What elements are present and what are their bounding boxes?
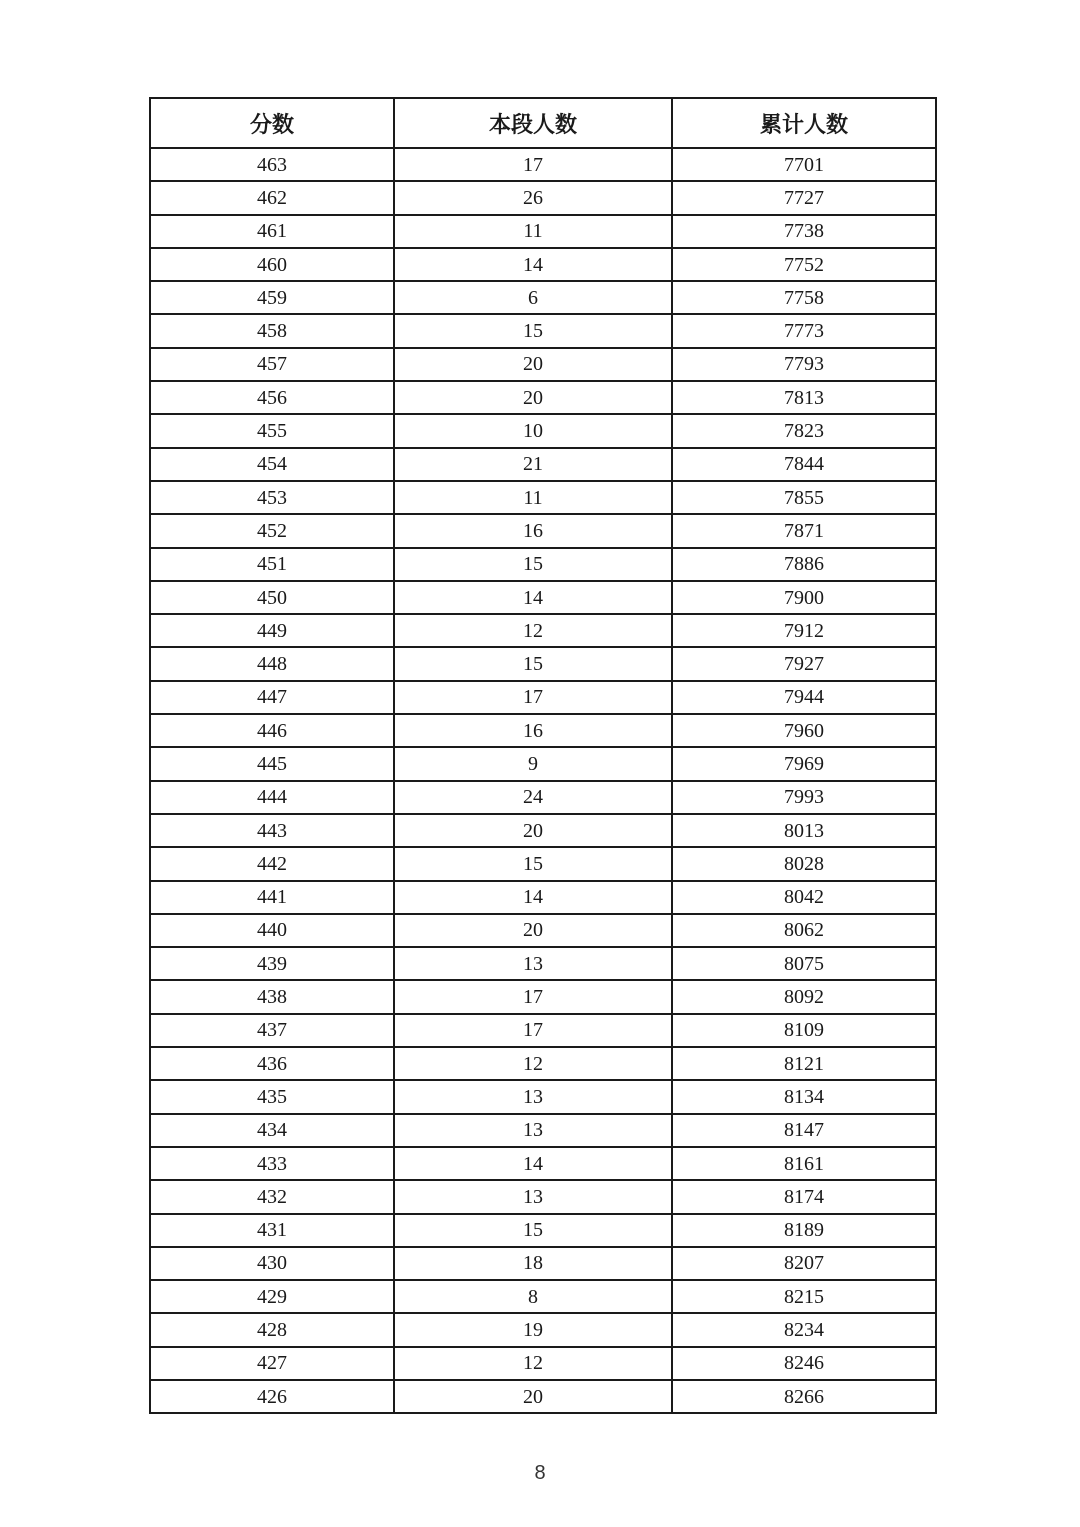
segment-count-cell: 16 [394, 714, 672, 747]
page-number: 8 [534, 1462, 546, 1484]
segment-count-cell: 15 [394, 314, 672, 347]
segment-count-cell: 12 [394, 614, 672, 647]
segment-count-cell: 6 [394, 281, 672, 314]
score-cell: 460 [150, 248, 394, 281]
cumulative-count-cell: 7738 [672, 215, 936, 248]
cumulative-count-cell: 7900 [672, 581, 936, 614]
score-cell: 437 [150, 1014, 394, 1047]
segment-count-cell: 14 [394, 1147, 672, 1180]
cumulative-count-cell: 8266 [672, 1380, 936, 1413]
table-row [150, 1347, 936, 1380]
score-cell: 430 [150, 1247, 394, 1280]
segment-count-cell: 20 [394, 1380, 672, 1413]
score-cell: 458 [150, 314, 394, 347]
cumulative-count-cell: 8062 [672, 914, 936, 947]
score-cell: 447 [150, 681, 394, 714]
cumulative-count-cell: 7752 [672, 248, 936, 281]
cumulative-count-cell: 8134 [672, 1080, 936, 1113]
table-row [150, 314, 936, 347]
cumulative-count-cell: 7727 [672, 181, 936, 214]
table-row [150, 381, 936, 414]
cumulative-count-cell: 8147 [672, 1114, 936, 1147]
score-cell: 438 [150, 980, 394, 1013]
table-row [150, 947, 936, 980]
segment-count-cell: 17 [394, 1014, 672, 1047]
table-row [150, 714, 936, 747]
score-cell: 449 [150, 614, 394, 647]
cumulative-count-cell: 7912 [672, 614, 936, 647]
cumulative-count-cell: 7960 [672, 714, 936, 747]
cumulative-count-cell: 7927 [672, 647, 936, 680]
score-cell: 461 [150, 215, 394, 248]
segment-count-cell: 18 [394, 1247, 672, 1280]
score-cell: 452 [150, 514, 394, 547]
cumulative-count-cell: 7793 [672, 348, 936, 381]
cumulative-count-cell: 7773 [672, 314, 936, 347]
score-cell: 451 [150, 548, 394, 581]
cumulative-count-cell: 7844 [672, 448, 936, 481]
table-row [150, 614, 936, 647]
cumulative-count-cell: 8109 [672, 1014, 936, 1047]
cumulative-count-cell: 7993 [672, 781, 936, 814]
segment-count-cell: 20 [394, 348, 672, 381]
segment-count-cell: 20 [394, 381, 672, 414]
table-row [150, 148, 936, 181]
cumulative-count-cell: 8189 [672, 1214, 936, 1247]
table-row [150, 1180, 936, 1213]
table-row [150, 581, 936, 614]
score-cell: 429 [150, 1280, 394, 1313]
table-row [150, 881, 936, 914]
score-cell: 441 [150, 881, 394, 914]
score-cell: 445 [150, 747, 394, 780]
segment-count-cell: 15 [394, 1214, 672, 1247]
score-cell: 446 [150, 714, 394, 747]
segment-count-cell: 20 [394, 814, 672, 847]
score-cell: 436 [150, 1047, 394, 1080]
header-segment-count: 本段人数 [394, 98, 672, 148]
cumulative-count-cell: 8092 [672, 980, 936, 1013]
table-row [150, 647, 936, 680]
segment-count-cell: 14 [394, 881, 672, 914]
cumulative-count-cell: 8161 [672, 1147, 936, 1180]
segment-count-cell: 24 [394, 781, 672, 814]
table-row [150, 1147, 936, 1180]
cumulative-count-cell: 7701 [672, 148, 936, 181]
score-cell: 426 [150, 1380, 394, 1413]
table-row [150, 1014, 936, 1047]
table-row [150, 781, 936, 814]
table-row [150, 980, 936, 1013]
table-row [150, 448, 936, 481]
table-row [150, 814, 936, 847]
score-cell: 462 [150, 181, 394, 214]
score-cell: 433 [150, 1147, 394, 1180]
cumulative-count-cell: 7813 [672, 381, 936, 414]
cumulative-count-cell: 8013 [672, 814, 936, 847]
cumulative-count-cell: 7823 [672, 414, 936, 447]
segment-count-cell: 11 [394, 481, 672, 514]
score-cell: 459 [150, 281, 394, 314]
table-row [150, 1380, 936, 1413]
segment-count-cell: 16 [394, 514, 672, 547]
score-cell: 456 [150, 381, 394, 414]
segment-count-cell: 8 [394, 1280, 672, 1313]
segment-count-cell: 14 [394, 248, 672, 281]
score-cell: 431 [150, 1214, 394, 1247]
segment-count-cell: 19 [394, 1313, 672, 1346]
score-cell: 442 [150, 847, 394, 880]
table-row [150, 914, 936, 947]
segment-count-cell: 12 [394, 1347, 672, 1380]
cumulative-count-cell: 7758 [672, 281, 936, 314]
score-cell: 428 [150, 1313, 394, 1346]
table-body [150, 148, 936, 1413]
cumulative-count-cell: 8028 [672, 847, 936, 880]
score-cell: 454 [150, 448, 394, 481]
segment-count-cell: 15 [394, 847, 672, 880]
segment-count-cell: 13 [394, 1080, 672, 1113]
score-cell: 448 [150, 647, 394, 680]
score-cell: 455 [150, 414, 394, 447]
table-row [150, 181, 936, 214]
table-row [150, 1313, 936, 1346]
segment-count-cell: 17 [394, 980, 672, 1013]
segment-count-cell: 15 [394, 548, 672, 581]
segment-count-cell: 15 [394, 647, 672, 680]
segment-count-cell: 9 [394, 747, 672, 780]
segment-count-cell: 26 [394, 181, 672, 214]
score-cell: 440 [150, 914, 394, 947]
cumulative-count-cell: 8042 [672, 881, 936, 914]
cumulative-count-cell: 8246 [672, 1347, 936, 1380]
segment-count-cell: 13 [394, 1114, 672, 1147]
cumulative-count-cell: 7871 [672, 514, 936, 547]
table-row [150, 348, 936, 381]
table-row [150, 847, 936, 880]
score-cell: 439 [150, 947, 394, 980]
cumulative-count-cell: 8207 [672, 1247, 936, 1280]
table-row [150, 681, 936, 714]
cumulative-count-cell: 8121 [672, 1047, 936, 1080]
score-cell: 463 [150, 148, 394, 181]
cumulative-count-cell: 8075 [672, 947, 936, 980]
table-row [150, 215, 936, 248]
cumulative-count-cell: 7886 [672, 548, 936, 581]
header-score: 分数 [150, 98, 394, 148]
segment-count-cell: 20 [394, 914, 672, 947]
score-cell: 443 [150, 814, 394, 847]
score-cell: 434 [150, 1114, 394, 1147]
cumulative-count-cell: 8174 [672, 1180, 936, 1213]
score-cell: 432 [150, 1180, 394, 1213]
score-cell: 450 [150, 581, 394, 614]
table-row [150, 1047, 936, 1080]
table-row [150, 548, 936, 581]
segment-count-cell: 13 [394, 1180, 672, 1213]
table-row [150, 248, 936, 281]
table-row [150, 514, 936, 547]
score-cell: 453 [150, 481, 394, 514]
header-row [150, 98, 936, 148]
table-row [150, 481, 936, 514]
segment-count-cell: 17 [394, 681, 672, 714]
score-cell: 435 [150, 1080, 394, 1113]
score-cell: 457 [150, 348, 394, 381]
score-cell: 427 [150, 1347, 394, 1380]
table-row [150, 1214, 936, 1247]
header-cumulative-count: 累计人数 [672, 98, 936, 148]
score-cell: 444 [150, 781, 394, 814]
table-header [150, 98, 936, 148]
table-row [150, 1114, 936, 1147]
table-row [150, 414, 936, 447]
table-row [150, 747, 936, 780]
table-row [150, 1080, 936, 1113]
segment-count-cell: 17 [394, 148, 672, 181]
table-row [150, 1280, 936, 1313]
segment-count-cell: 10 [394, 414, 672, 447]
cumulative-count-cell: 7855 [672, 481, 936, 514]
cumulative-count-cell: 8234 [672, 1313, 936, 1346]
segment-count-cell: 21 [394, 448, 672, 481]
segment-count-cell: 12 [394, 1047, 672, 1080]
segment-count-cell: 13 [394, 947, 672, 980]
segment-count-cell: 14 [394, 581, 672, 614]
cumulative-count-cell: 7944 [672, 681, 936, 714]
cumulative-count-cell: 7969 [672, 747, 936, 780]
cumulative-count-cell: 8215 [672, 1280, 936, 1313]
segment-count-cell: 11 [394, 215, 672, 248]
score-distribution-table [149, 97, 937, 1414]
table-row [150, 1247, 936, 1280]
table-row [150, 281, 936, 314]
